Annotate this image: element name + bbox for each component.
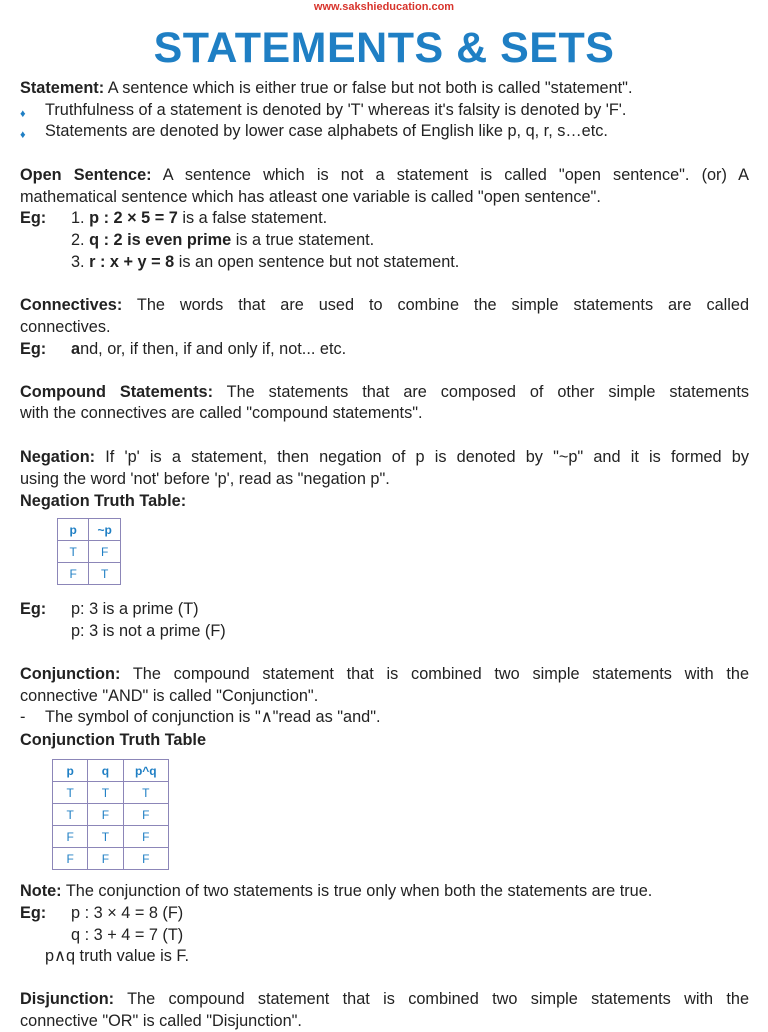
negation-term: Negation: (20, 448, 96, 466)
table-cell: F (88, 848, 123, 870)
table-cell: F (53, 826, 88, 848)
table-cell: T (88, 782, 123, 804)
site-url[interactable]: www.sakshieducation.com (313, 1, 455, 13)
disjunction-line2: connective "OR" is called "Disjunction". (20, 1012, 302, 1030)
table-cell: T (53, 782, 88, 804)
table-cell: F (53, 848, 88, 870)
connectives-line2: connectives. (20, 318, 111, 336)
open-sentence-line2: mathematical sentence which has atleast one variable is called "open sentence". (20, 188, 601, 206)
conjunction-note: Note: The conjunction of two statements is true only when both the statements are true. (20, 882, 653, 900)
compound-term: Compound Statements: (20, 383, 214, 401)
table-row (53, 848, 169, 870)
conjunction-truth-table (52, 759, 169, 870)
page-title: STATEMENTS & SETS (153, 24, 615, 72)
connectives-term: Connectives: (20, 296, 123, 314)
table-cell: T (53, 804, 88, 826)
table-cell: F (58, 563, 89, 585)
table-cell: T (89, 563, 121, 585)
connectives-definition: Connectives: The words that are used to combine the simple statements are called (20, 296, 749, 314)
diamond-bullet-icon: ♦ (20, 108, 26, 120)
table-header-cell: p (58, 519, 89, 541)
statement-definition (20, 77, 749, 99)
eg-label: Eg: (20, 209, 47, 227)
open-sentence-term: Open Sentence: (20, 166, 152, 184)
eg-label: Eg: (20, 600, 47, 618)
table-row (58, 541, 121, 563)
negation-truth-table (57, 518, 121, 585)
table-cell: T (58, 541, 89, 563)
table-cell: F (123, 826, 168, 848)
table-cell: F (123, 804, 168, 826)
eg-label: Eg: (20, 340, 47, 358)
table-cell: F (89, 541, 121, 563)
conjunction-term: Conjunction: (20, 665, 121, 683)
table-header-cell: p^q (123, 760, 168, 782)
statement-text: A sentence which is either true or false but not both is called "statement". (104, 79, 633, 97)
note-term: Note: (20, 882, 62, 900)
table-cell: F (88, 804, 123, 826)
compound-line2: with the connectives are called "compound statements". (20, 404, 423, 422)
diamond-bullet-icon: ♦ (20, 129, 26, 141)
open-sentence-definition: Open Sentence: A sentence which is not a statement is called "open sentence". (or) A (20, 166, 749, 184)
table-cell: T (123, 782, 168, 804)
disjunction-term: Disjunction: (20, 990, 115, 1008)
compound-definition: Compound Statements: The statements that are composed of other simple statements (20, 383, 749, 401)
table-cell: T (88, 826, 123, 848)
table-header-row (58, 519, 121, 541)
negation-line2: using the word 'not' before 'p', read as "negation p". (20, 470, 390, 488)
conjunction-line2: connective "AND" is called "Conjunction". (20, 687, 319, 705)
table-row (53, 804, 169, 826)
table-row (53, 826, 169, 848)
table-header-row (53, 760, 169, 782)
statement-term: Statement: (20, 79, 105, 97)
table-header-cell: q (88, 760, 123, 782)
negation-definition: Negation: If 'p' is a statement, then negation of p is denoted by "~p" and it is formed by (20, 448, 749, 466)
eg-label: Eg: (20, 904, 47, 922)
table-header-cell: ~p (89, 519, 121, 541)
table-header-cell: p (53, 760, 88, 782)
table-row (58, 563, 121, 585)
conjunction-table-title: Conjunction Truth Table (20, 731, 207, 749)
disjunction-definition: Disjunction: The compound statement that is combined two simple statements with the (20, 990, 749, 1008)
table-cell: F (123, 848, 168, 870)
negation-table-title: Negation Truth Table: (20, 492, 187, 510)
table-row (53, 782, 169, 804)
conjunction-definition: Conjunction: The compound statement that is combined two simple statements with the (20, 665, 749, 683)
